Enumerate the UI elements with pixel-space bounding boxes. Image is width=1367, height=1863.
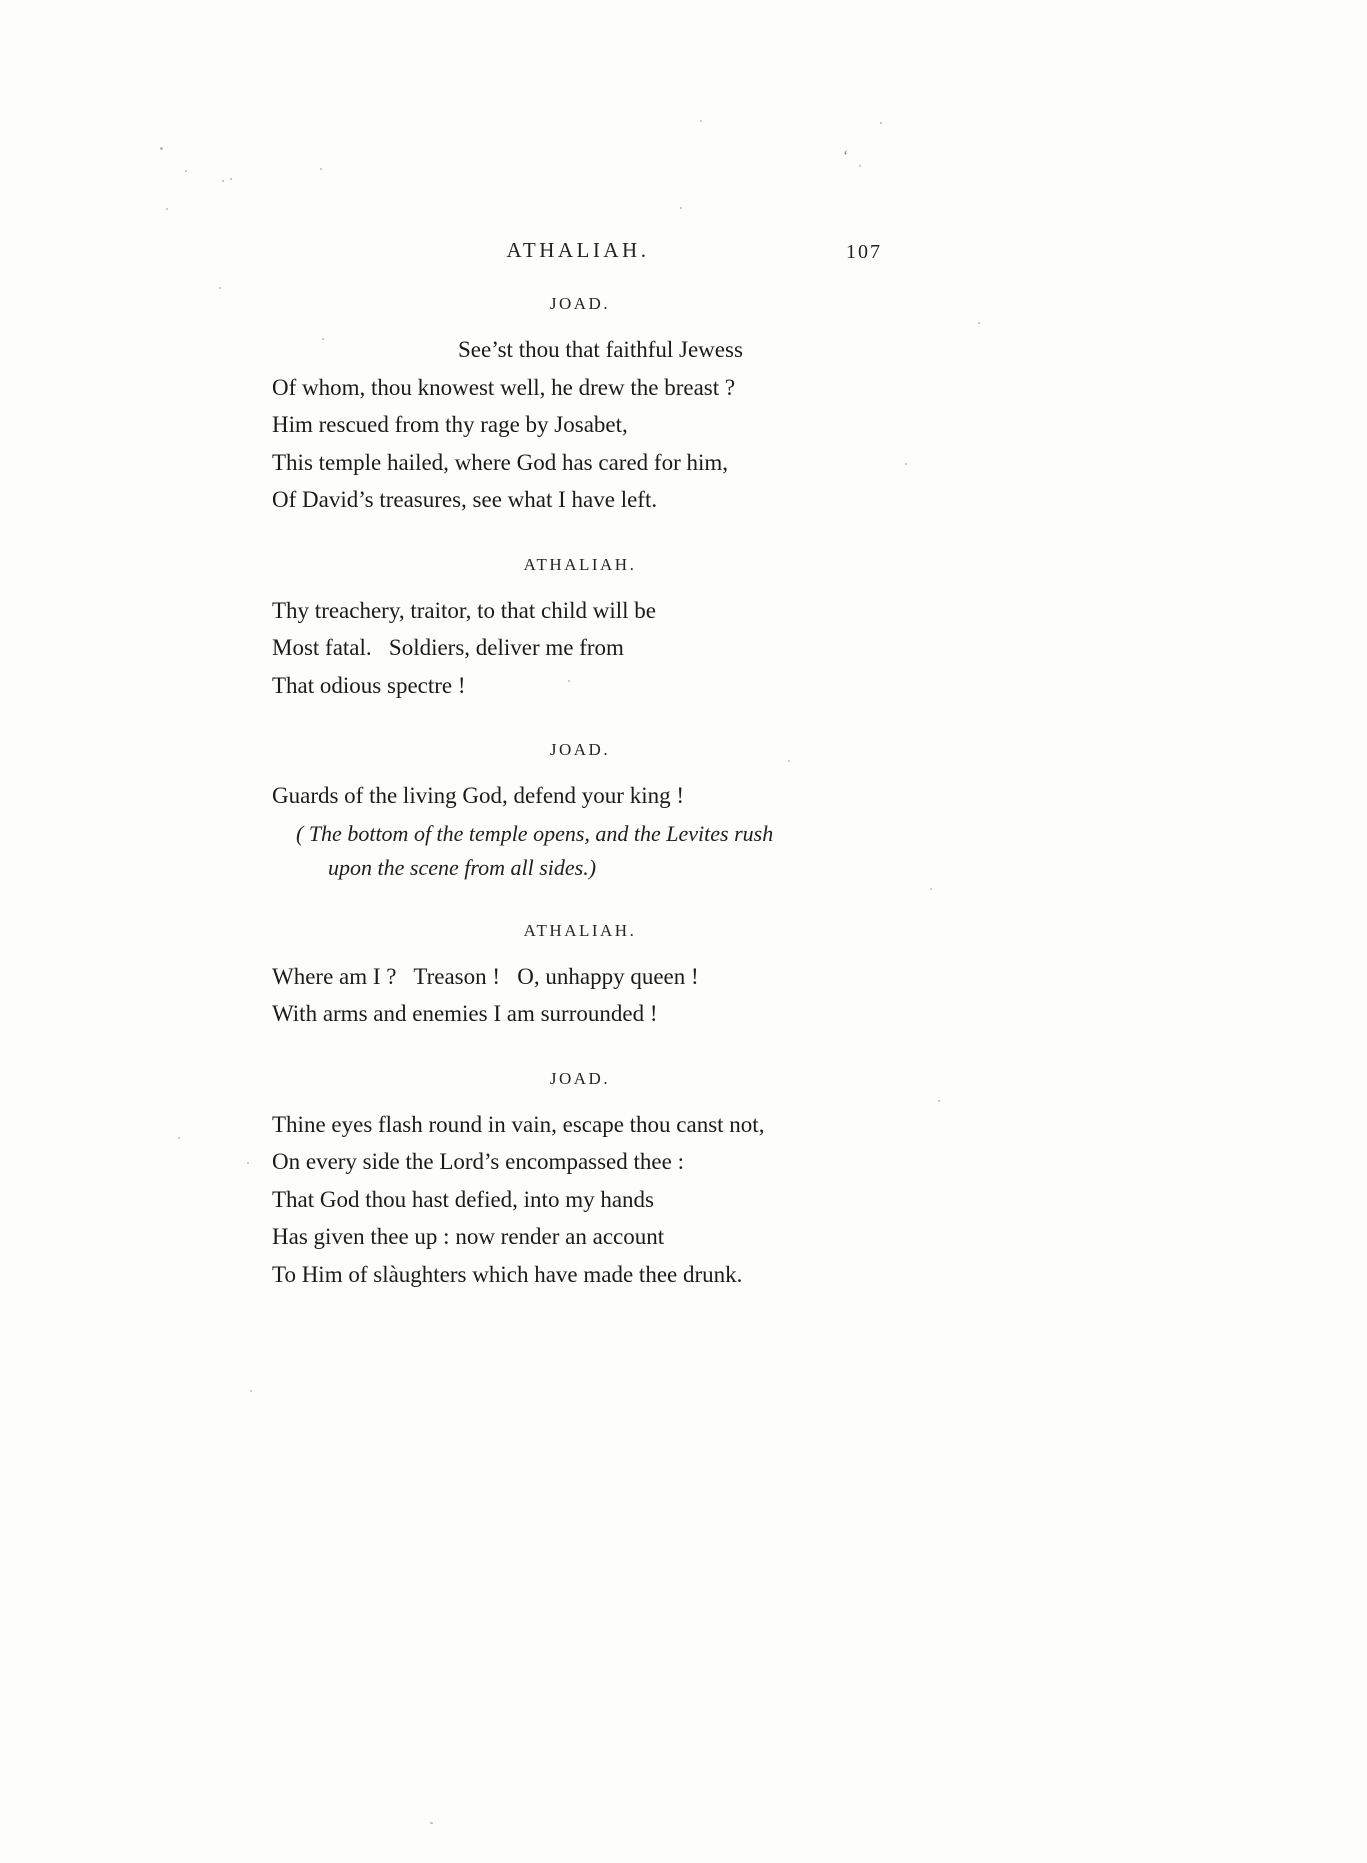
- scan-speck: [680, 207, 682, 209]
- scan-mark: ‘: [843, 148, 849, 165]
- scan-speck: [219, 287, 221, 289]
- scan-speck: [930, 888, 932, 890]
- verse-line: See’st thou that faithful Jewess: [458, 337, 743, 362]
- scan-speck: [880, 122, 882, 124]
- stage-direction: upon the scene from all sides.): [328, 854, 597, 880]
- verse-line: Him rescued from thy rage by Josabet,: [272, 412, 628, 437]
- speech: [272, 740, 888, 885]
- scan-speck: [322, 338, 324, 340]
- scan-speck: [788, 760, 790, 762]
- scan-speck: [430, 1822, 433, 1824]
- scan-speck: [166, 208, 168, 210]
- stage-direction: ( The bottom of the temple opens, and the Levites rush: [296, 820, 774, 846]
- scan-speck: [222, 180, 224, 182]
- scan-speck: [978, 322, 980, 324]
- scan-speck: [905, 463, 907, 465]
- scan-speck: [247, 1162, 249, 1164]
- verse-line: Of David’s treasures, see what I have left.: [272, 487, 658, 512]
- verse-line: To Him of slàughters which have made thee drunk.: [272, 1261, 743, 1287]
- scan-speck: [160, 147, 163, 150]
- speech: [272, 294, 888, 519]
- scan-speck: [320, 168, 322, 170]
- speaker-name: JOAD.: [549, 740, 611, 759]
- speech: [272, 921, 888, 1033]
- verse-line: With arms and enemies I am surrounded !: [272, 1001, 658, 1026]
- speaker-name: ATHALIAH.: [523, 920, 637, 940]
- scan-speck: [700, 120, 702, 122]
- page-number: 107: [846, 241, 882, 263]
- scan-speck: [178, 1137, 180, 1139]
- verse-line: This temple hailed, where God has cared for him,: [272, 449, 729, 475]
- scan-mark: ʾ: [858, 162, 862, 176]
- speech: [272, 555, 888, 705]
- speech: [272, 1069, 888, 1294]
- verse-line: That odious spectre !: [272, 672, 466, 698]
- text-block: [272, 294, 888, 1293]
- verse-line: Of whom, thou knowest well, he drew the breast ?: [272, 374, 736, 400]
- verse-line: Thine eyes flash round in vain, escape thou canst not,: [272, 1111, 765, 1137]
- scan-speck: [230, 178, 232, 180]
- verse-line: Where am I ? Treason ! O, unhappy queen !: [272, 963, 699, 989]
- speaker-name: ATHALIAH.: [523, 554, 637, 574]
- scan-speck: [938, 1100, 940, 1102]
- verse-line: Guards of the living God, defend your king !: [272, 783, 685, 808]
- verse-line: That God thou hast defied, into my hands: [272, 1186, 654, 1212]
- scan-speck: [185, 170, 187, 172]
- speaker-name: JOAD.: [549, 294, 611, 313]
- running-title: ATHALIAH.: [506, 238, 650, 262]
- verse-line: Has given thee up : now render an account: [272, 1224, 665, 1249]
- verse-line: On every side the Lord’s encompassed thee :: [272, 1149, 684, 1174]
- speaker-name: JOAD.: [549, 1068, 611, 1088]
- page-header: [272, 238, 884, 268]
- verse-line: Most fatal. Soldiers, deliver me from: [272, 635, 624, 660]
- scan-speck: [250, 1390, 252, 1392]
- scan-speck: [568, 680, 570, 682]
- verse-line: Thy treachery, traitor, to that child will be: [272, 597, 656, 623]
